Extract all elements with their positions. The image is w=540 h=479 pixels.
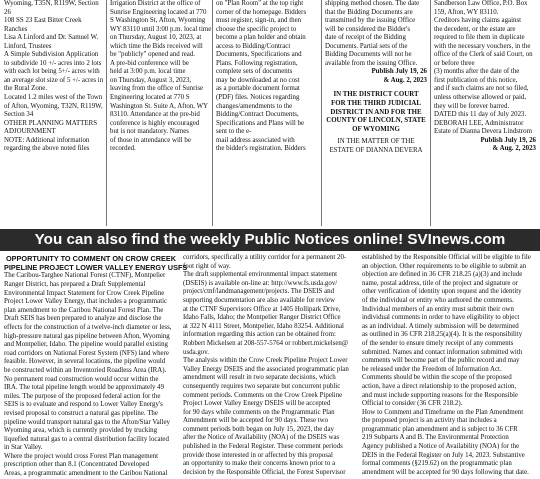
text-line: IRA. The total pipeline length would be approximately 49 [4, 384, 165, 392]
text-line: Linford, Trustees [4, 42, 52, 50]
text-line: published in the Federal Register. These comment periods [183, 443, 343, 451]
text-line: DEBORAH LEE, Administrator [434, 119, 524, 127]
headline-line: PIPELINE PROJECT LOWER VALLEY ENERGY USFS [4, 263, 188, 273]
text-line: (DSEIS) is available on-line at: http://www.fs.usda.gov/ [183, 279, 338, 287]
text-line: effects for the construction of a twelve-inch diameter or less, [4, 323, 172, 331]
text-line: ESTATE OF DIANNA DEVERA [329, 146, 423, 154]
text-line: Publish July 19, 26 [371, 68, 427, 76]
text-line: & Aug. 2, 2023 [492, 145, 536, 153]
text-line: S Washington St, Afton, Wyoming [110, 17, 206, 25]
text-line: name, postal address, title of the project and signature or [362, 279, 518, 287]
text-line: pipeline would transport natural gas to the Afton/Star Valley [4, 418, 170, 426]
text-line: 26 [4, 8, 11, 16]
text-line: after the Notice of Availability (NOA) of the DSEIS was [183, 434, 340, 442]
notice-column-1 [4, 0, 103, 226]
text-line: Individual members of an entity must submit their own [362, 305, 514, 313]
text-line: comments will become part of the public record and may [362, 357, 520, 365]
text-line: Ranches [4, 25, 28, 33]
column-divider [430, 0, 431, 226]
text-line: objection are defined in 36 CFR 218.25 (a)(3) and include [362, 271, 523, 279]
text-line: on Thursday, August 10, 2023, at [110, 34, 202, 42]
text-line: feasible. However, in several locations, the pipeline would [4, 358, 166, 366]
text-line: 108 SS 23 East Bitter Creek [4, 17, 82, 25]
text-line: as an individual. A timely submission will be determined [362, 322, 519, 330]
text-line: or before three [434, 59, 475, 67]
text-line: recorded. [110, 145, 136, 153]
text-line: corridors, specifically a utility corridor for a permanent 20- [183, 254, 347, 261]
text-line: with each lot being 5+/- acres with [4, 68, 100, 76]
text-line: information regarding this action can be obtained from: [183, 331, 336, 339]
text-line: amendment will result in two separate decisions, which [183, 374, 336, 382]
text-line: established by the Responsible Official will be eligible to file [362, 254, 531, 261]
text-line: Bidding/Contract Documents, [216, 111, 299, 119]
text-line: complete sets of documents [216, 68, 293, 76]
text-line: corner of the homepage. Bidders [216, 8, 307, 16]
top-notices [0, 0, 540, 226]
text-line: that the Bidding Documents are [325, 8, 413, 16]
text-line: usda.gov. [183, 348, 209, 356]
text-line: Plans. Following registration, [216, 59, 298, 67]
text-line: Amendment will be accepted for 90 days. These two [183, 417, 329, 425]
text-line: NOTE: Additional information [4, 136, 90, 144]
text-line: access to Bidding/Contract [216, 42, 291, 50]
text-line: action, have a direct relationship to the proposed action, [362, 382, 517, 390]
text-line: provide those interested in or affected by this proposal [183, 451, 333, 459]
text-line: Specifications and Plans will be [216, 119, 305, 127]
text-line: The Caribou-Targhee National Forest (CTNF), Montpelier [4, 272, 166, 280]
text-line: Comments should be within the scope of the proposed [362, 374, 512, 382]
text-line: No permanent road construction would occur within the [4, 375, 159, 383]
text-line: The analysis within the Crow Creek Pipeline Project Lower [183, 357, 348, 365]
text-line: date of receipt of the Bidding [325, 34, 406, 42]
text-line: ADJOURNMENT [4, 128, 56, 136]
text-line: an average slot size of 5 +/- acres in [4, 76, 104, 84]
text-line: sent to the e- [216, 128, 252, 136]
text-line: liquefied natural gas to a central distribution facility located [4, 435, 169, 443]
text-line: decision by the Responsible Official, the Forest Supervisor [183, 468, 346, 476]
column-divider [321, 0, 322, 226]
text-line: 159, Afton, WY 83110. [434, 8, 499, 16]
text-line: conference is highly encouraged [110, 119, 200, 127]
text-line: How to Comment and Timeframe on the Plan Amendment [362, 408, 524, 416]
text-line: Engineering located at 770 S [110, 94, 190, 102]
text-line: held at 3:00 p.m. local time [110, 68, 186, 76]
text-line: plan amendment to the Caribou National Forest Plan. The [4, 306, 164, 314]
text-line: revised proposal to construct a natural gas pipeline. The [4, 409, 158, 417]
notice-body-column-3 [362, 254, 536, 476]
text-line: be constructed within an Inventoried Roadless Area (IRA). [4, 366, 167, 374]
text-line: prescription other than 8.1 (Concentrated Developed [4, 461, 150, 469]
text-line: as outlined in 36 CFR 218.25(a)(4). It is the responsibility [362, 331, 523, 339]
text-line: FOR THE THIRD JUDICIAL [331, 100, 421, 108]
text-line: changes/amendments to the [216, 102, 293, 110]
text-line: regarding the above noted files [4, 145, 90, 153]
text-line: project/ctnf/landmanagement/projects. The DSEIS and [183, 288, 335, 296]
text-line: an opportunity to make their concerns known prior to a [183, 460, 336, 468]
text-line: SEIS is to evaluate and respond to Lower Valley Energy's [4, 401, 163, 409]
text-line: Environmental Impact Statement for Crow Creek Pipeline [4, 289, 165, 297]
text-line: Bidding Documents will not be [325, 51, 412, 59]
text-line: IN THE MATTER OF THE [337, 138, 415, 146]
text-line: office of the Clerk of said Court, on [434, 51, 533, 59]
text-line: but is not mandatory. Names [110, 128, 189, 136]
text-line: will be considered the Bidder's [325, 25, 411, 33]
text-line: Documents, Specifications and [216, 51, 302, 59]
text-line: Publish July 19, 26 [480, 136, 536, 144]
notice-column-4 [325, 0, 427, 226]
text-line: supporting documentation are also available for review [183, 296, 335, 304]
text-line: be released under the Freedom of Information Act. [362, 365, 502, 373]
text-line: Project Lower Valley Energy DSEIS will be accepted [183, 400, 331, 408]
text-line: comment periods. Comments on the Crow Creek Pipeline [183, 391, 343, 399]
text-line: (PDF) files. Notices regarding [216, 94, 300, 102]
text-line: Located 1.2 miles west of the Town [4, 94, 103, 102]
text-line: Section 34 [4, 111, 34, 119]
text-line: Washington St. Suite A, Afton, WY [110, 102, 209, 110]
text-line: become a plan holder and obtain [216, 34, 306, 42]
text-line: Ranger District, has prepared a Draft Supplemental [4, 281, 146, 288]
text-line: of Afton, Wyoming, T32N, R119W, [4, 102, 103, 110]
notice-column-5 [434, 0, 536, 226]
text-line: the decedent, or the estate are [434, 25, 516, 33]
text-line: 219 Subparts A and B. The Environmental Protection [362, 434, 509, 442]
text-line: IN THE DISTRICT COURT [333, 91, 419, 99]
text-line: Areas, a programmatic amendment to the Caribou National [4, 470, 168, 478]
text-line: submitted. Names and contact information submitted with [362, 348, 523, 356]
text-line: Sunrise Engineering located at 770 [110, 8, 207, 16]
text-line: 83110. Attendance at the pre-bid [110, 111, 200, 119]
text-line: at the CTNF Supervisors Office at 1405 Hollipark Drive, [183, 305, 341, 313]
text-line: an objection. Other requirements to be eligible to submit an [362, 262, 527, 270]
notice-body-column-1 [4, 254, 188, 478]
text-line: be "publicly" opened and read. [110, 51, 196, 59]
text-line: of those in attendance will be [110, 136, 191, 144]
text-line: and Montpelier, Idaho. The pipeline would parallel existing [4, 341, 168, 349]
text-line: choose the specific project to [216, 25, 297, 33]
text-line: leaving from the office of Sunrise [110, 85, 204, 93]
text-line: Creditors having claims against [434, 17, 522, 25]
headline-line: OPPORTUNITY TO COMMENT ON CROW CREEK [6, 254, 176, 263]
text-line: & Aug. 2, 2023 [383, 76, 427, 84]
notice-column-2 [110, 0, 212, 226]
text-line: the proposed project is an activity that includes a [362, 417, 497, 425]
notice-column-3 [216, 0, 318, 226]
text-line: available from the issuing Office. [325, 59, 418, 67]
text-line: Estate of Dianna Devera Lindstrom [434, 128, 532, 136]
text-line: on Thursday, August 3, 2023, [110, 76, 192, 84]
text-line: and must include supporting reasons for the Responsible [362, 391, 518, 399]
crow-creek-pipeline-notice [0, 254, 540, 478]
text-line: programmatic plan amendment and is subject to 36 CFR [362, 425, 518, 433]
text-line: Lisa A Linford and Dr. Samuel W. [4, 34, 99, 42]
text-line: shipping method chosen. The date [325, 0, 420, 7]
text-line: with the necessary vouchers, in the [434, 42, 531, 50]
text-line: Robbert Mickelsen at 208-557-5764 or robbert.mickelsen@ [183, 339, 349, 347]
text-line: Idaho Falls, Idaho; the Montpelier Ranger District Office [183, 314, 341, 322]
text-line: transmitted by the issuing Office [325, 17, 416, 25]
text-line: (3) months after the date of the [434, 68, 520, 76]
text-line: Project Lower Valley Energy, that includes a programmatic [4, 298, 168, 306]
text-line: DISTRICT IN AND FOR THE [330, 108, 422, 116]
text-line: individual comments in order to have eligibility to object [362, 314, 520, 322]
text-line: as a portable document format [216, 85, 300, 93]
text-line: Valley Energy DSEIS and the associated programmatic plan [183, 365, 349, 373]
text-line: of the sender to ensure timely receipt of any comments [362, 339, 514, 347]
public-notices-online-banner[interactable]: You can also find the weekly Public Notices online! SVInews.com [0, 229, 540, 251]
text-line: Wyoming area, which is currently provided by trucking [4, 427, 158, 435]
text-line: A Simple Subdivision Application [4, 51, 99, 59]
text-line: required to file them in duplicate [434, 34, 525, 42]
text-line: Sandberson Law Office, P.O. Box [434, 0, 528, 7]
text-line: may be downloaded at no cost [216, 76, 300, 84]
text-line: for 90 days while comments on the Programmatic Plan [183, 408, 335, 416]
text-line: The draft supplemental environmental impact statement [183, 271, 338, 279]
text-line: miles. The purpose of the proposed federal action for the [4, 392, 161, 400]
text-line: Irrigation District at the office of [110, 0, 201, 7]
text-line: on "Plan Room" at the top right [216, 0, 304, 7]
column-divider [106, 0, 107, 226]
text-line: DEIS in the Federal Register on July 14, 2023. Substantive [362, 451, 525, 459]
text-line: road corridors on National Forest System (NFS) land where [4, 349, 169, 357]
text-line: first publication of this notice, [434, 76, 518, 84]
text-line: mail address associated with [216, 136, 295, 144]
text-line: which time the Bids received will [110, 42, 203, 50]
text-line: must register, sign-in, and then [216, 17, 302, 25]
text-line: consequently requires two separate but concurrent public [183, 382, 341, 390]
text-line: comment periods both began on July 15, 2023, the day [183, 425, 334, 433]
text-line: the Rural Zone. [4, 85, 48, 93]
text-line: WY 83110 until 3:00 p.m. local time [110, 25, 212, 33]
text-line: and if such claims are not so filed, [434, 85, 529, 93]
text-line: unless otherwise allowed or paid, [434, 94, 527, 102]
text-line: Wyoming, T35N, R119W, Section [4, 0, 99, 7]
notice-body-column-2 [183, 254, 357, 476]
text-line: other verification of identity upon request and the identity [362, 288, 522, 296]
text-line: COUNTY OF LINCOLN, STATE [326, 117, 426, 125]
text-line: to subdivide 10 +/- acres into 2 lots [4, 59, 102, 67]
text-line: Documents. Partial sets of the [325, 42, 408, 50]
text-line: foot right of way. [183, 262, 231, 270]
text-line: DATED this 11 day of July 2023. [434, 111, 527, 119]
text-line: OF WYOMING [352, 125, 400, 133]
text-line: amendment will be accepted for 90 days following that date. [362, 468, 529, 476]
text-line: Agency published a Notice of Availability (NOA) for the [362, 443, 520, 451]
text-line: high-pressure natural gas pipeline between Afton, Wyoming [4, 332, 170, 340]
text-line: Where the project would cross Forest Plan management [4, 452, 159, 460]
text-line: formal comments (§219.62) on the programmatic plan [362, 460, 512, 468]
text-line: the bidder's registration. Bidders [216, 145, 306, 153]
text-line: of the individual or entity who authored the comments. [362, 296, 514, 304]
text-line: Official to consider (36 CFR 218.2). [362, 400, 463, 408]
column-divider [212, 0, 213, 226]
text-line: at 322 N 4111 Street, Montpelier, Idaho 83254. Additional [183, 322, 344, 330]
text-line: A pre-bid conference will be [110, 59, 189, 67]
text-line: in Star Valley. [4, 444, 43, 452]
text-line: Draft SEIS has been prepared to analyze and disclose the [4, 315, 162, 323]
text-line: OTHER PLANNING MATTERS [4, 119, 98, 127]
notice-headline [4, 254, 188, 273]
text-line: they will be forever barred. [434, 102, 510, 110]
